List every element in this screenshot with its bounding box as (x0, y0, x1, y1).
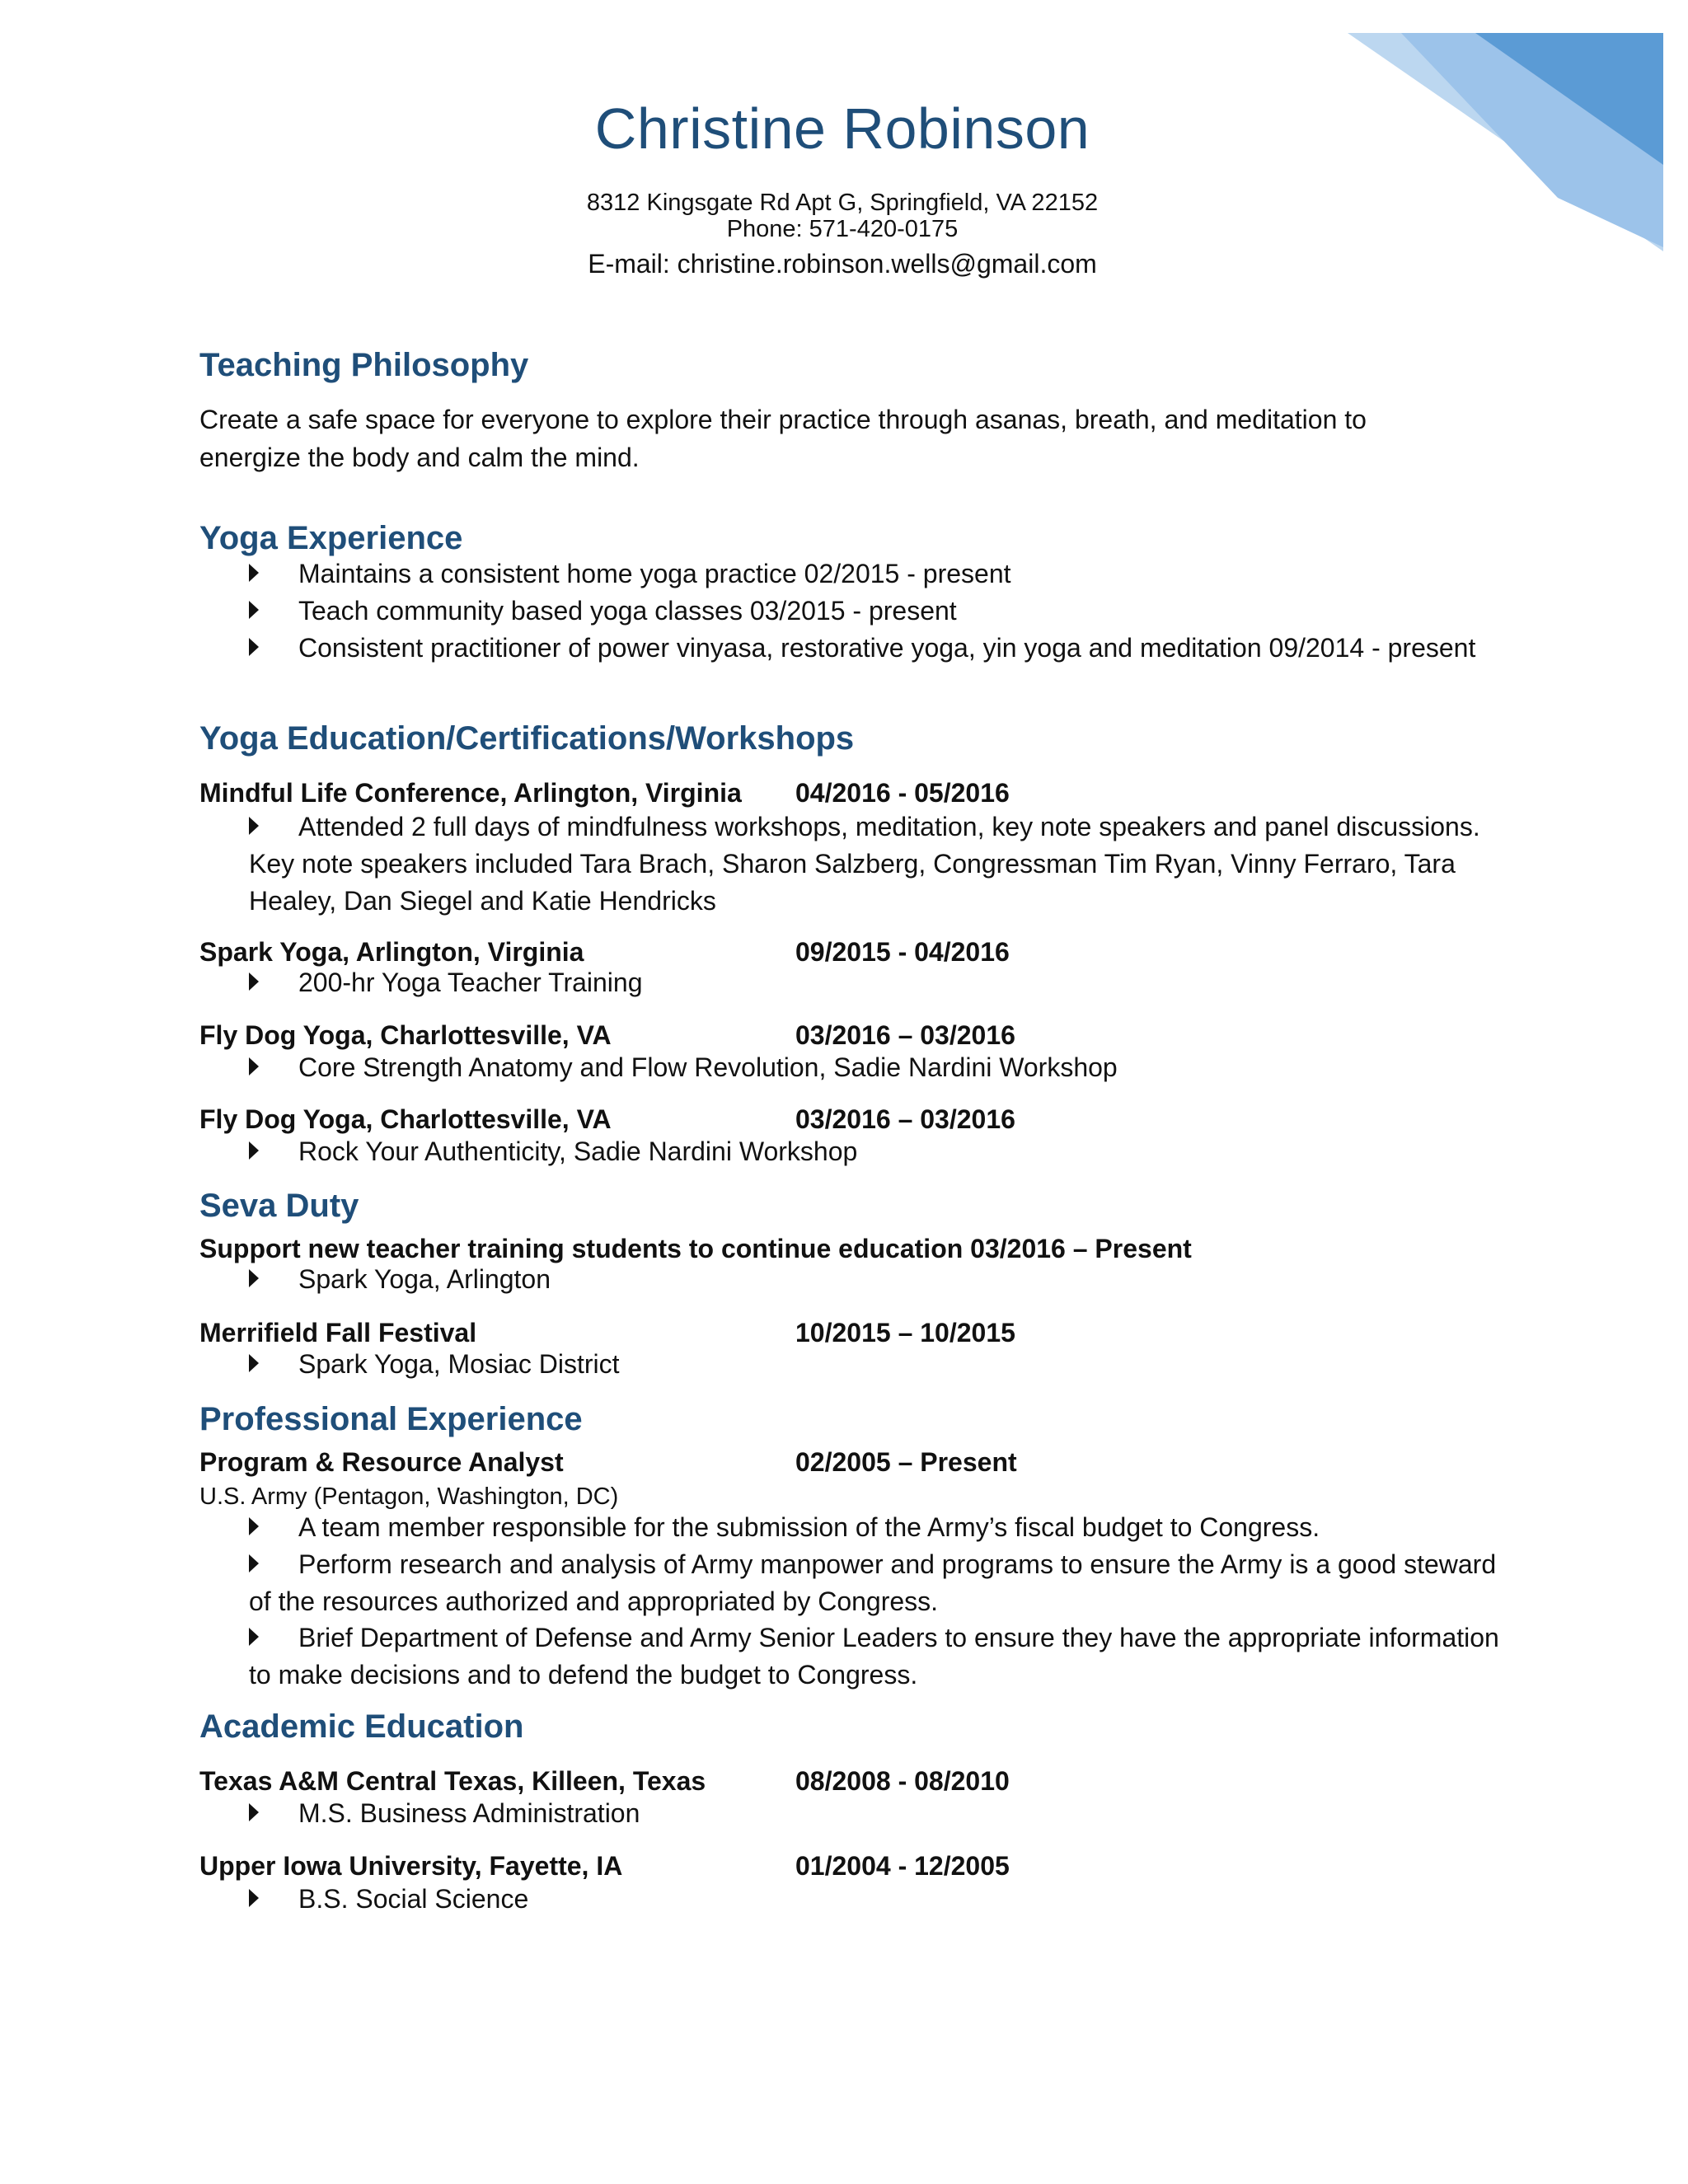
entry-heading: Support new teacher training students to continue education 03/2016 – Present (199, 1234, 1192, 1263)
list-item: Rock Your Authenticity, Sadie Nardini Workshop (249, 1133, 1650, 1170)
entry-heading: Fly Dog Yoga, Charlottesville, VA 03/2016 – 03/2016 (199, 1020, 1015, 1050)
employer-line: U.S. Army (Pentagon, Washington, DC) (199, 1483, 619, 1510)
entry-dates: 02/2005 – Present (795, 1447, 1017, 1477)
section-title-seva-duty: Seva Duty (199, 1188, 359, 1224)
bullet-arrow-icon (249, 1354, 259, 1372)
bullet-arrow-icon (249, 1628, 259, 1646)
list-item: Brief Department of Defense and Army Senior Leaders to ensure they have the appropriate information to make decisions and to defend the budget to Congress. (249, 1623, 1499, 1690)
bullet-arrow-icon (249, 1057, 259, 1076)
bullet-arrow-icon (249, 1141, 259, 1160)
entry-heading: Upper Iowa University, Fayette, IA 01/2004 - 12/2005 (199, 1851, 1010, 1881)
bullet-arrow-icon (249, 1517, 259, 1535)
bullet-arrow-icon (249, 1269, 259, 1287)
bullet-arrow-icon (249, 601, 259, 619)
section-title-yoga-experience: Yoga Experience (199, 520, 463, 556)
entry-dates: 03/2016 – 03/2016 (795, 1020, 1015, 1050)
section-title-yoga-education: Yoga Education/Certifications/Workshops (199, 720, 855, 757)
list-item: Spark Yoga, Mosiac District (249, 1346, 1650, 1383)
list-item: 200-hr Yoga Teacher Training (249, 964, 1650, 1001)
bullet-arrow-icon (249, 972, 259, 991)
list-item: Teach community based yoga classes 03/2015 - present (249, 593, 1650, 630)
bullet-arrow-icon (249, 564, 259, 582)
list-item: Attended 2 full days of mindfulness workshops, meditation, key note speakers and panel discussions. Key note speakers included Tara Brach, Sharon Salzberg, Congressman Tim Ryan, Vinny Ferraro, Tara Healey, Dan Siegel and Katie Hendricks (249, 812, 1480, 916)
entry-heading: Program & Resource Analyst 02/2005 – Present (199, 1447, 1017, 1477)
entry-dates: 01/2004 - 12/2005 (795, 1851, 1010, 1881)
entry-heading: Fly Dog Yoga, Charlottesville, VA 03/2016 – 03/2016 (199, 1104, 1015, 1134)
list-item: Core Strength Anatomy and Flow Revolution, Sadie Nardini Workshop (249, 1049, 1650, 1086)
list-item: M.S. Business Administration (249, 1795, 1650, 1832)
entry-heading: Mindful Life Conference, Arlington, Virginia 04/2016 - 05/2016 (199, 778, 1010, 808)
entry-dates: 04/2016 - 05/2016 (795, 778, 1010, 808)
entry-heading: Merrifield Fall Festival 10/2015 – 10/2015 (199, 1318, 1015, 1347)
bullet-arrow-icon (249, 1554, 259, 1572)
list-item: A team member responsible for the submission of the Army’s fiscal budget to Congress. (249, 1509, 1650, 1546)
teaching-philosophy-text: Create a safe space for everyone to explore their practice through asanas, breath, and meditation to energize the body and calm the mind. (199, 405, 1367, 472)
list-item: Consistent practitioner of power vinyasa, restorative yoga, yin yoga and meditation 09/2014 - present (249, 630, 1485, 667)
entry-dates: 09/2015 - 04/2016 (795, 937, 1010, 967)
bullet-arrow-icon (249, 1889, 259, 1907)
entry-dates: 03/2016 – 03/2016 (795, 1104, 1015, 1134)
entry-heading: Spark Yoga, Arlington, Virginia 09/2015 - 04/2016 (199, 937, 1010, 967)
section-title-professional-experience: Professional Experience (199, 1401, 583, 1437)
entry-dates: 10/2015 – 10/2015 (795, 1318, 1015, 1347)
section-title-teaching-philosophy: Teaching Philosophy (199, 347, 529, 383)
address-line: 8312 Kingsgate Rd Apt G, Springfield, VA 22152 (586, 190, 1099, 216)
list-item: Spark Yoga, Arlington (249, 1261, 1650, 1298)
email-line: E-mail: christine.robinson.wells@gmail.com (588, 249, 1097, 279)
list-item: B.S. Social Science (249, 1881, 1650, 1918)
candidate-name: Christine Robinson (594, 96, 1090, 161)
bullet-arrow-icon (249, 638, 259, 656)
entry-dates: 08/2008 - 08/2010 (795, 1766, 1010, 1796)
bullet-arrow-icon (249, 1803, 259, 1821)
section-title-academic-education: Academic Education (199, 1708, 524, 1745)
entry-heading: Texas A&M Central Texas, Killeen, Texas 08/2008 - 08/2010 (199, 1766, 1010, 1796)
list-item: Maintains a consistent home yoga practice 02/2015 - present (249, 555, 1650, 593)
phone-line: Phone: 571-420-0175 (726, 216, 959, 242)
bullet-arrow-icon (249, 817, 259, 835)
list-item: Perform research and analysis of Army manpower and programs to ensure the Army is a good steward of the resources authorized and appropriated by Congress. (249, 1549, 1497, 1616)
